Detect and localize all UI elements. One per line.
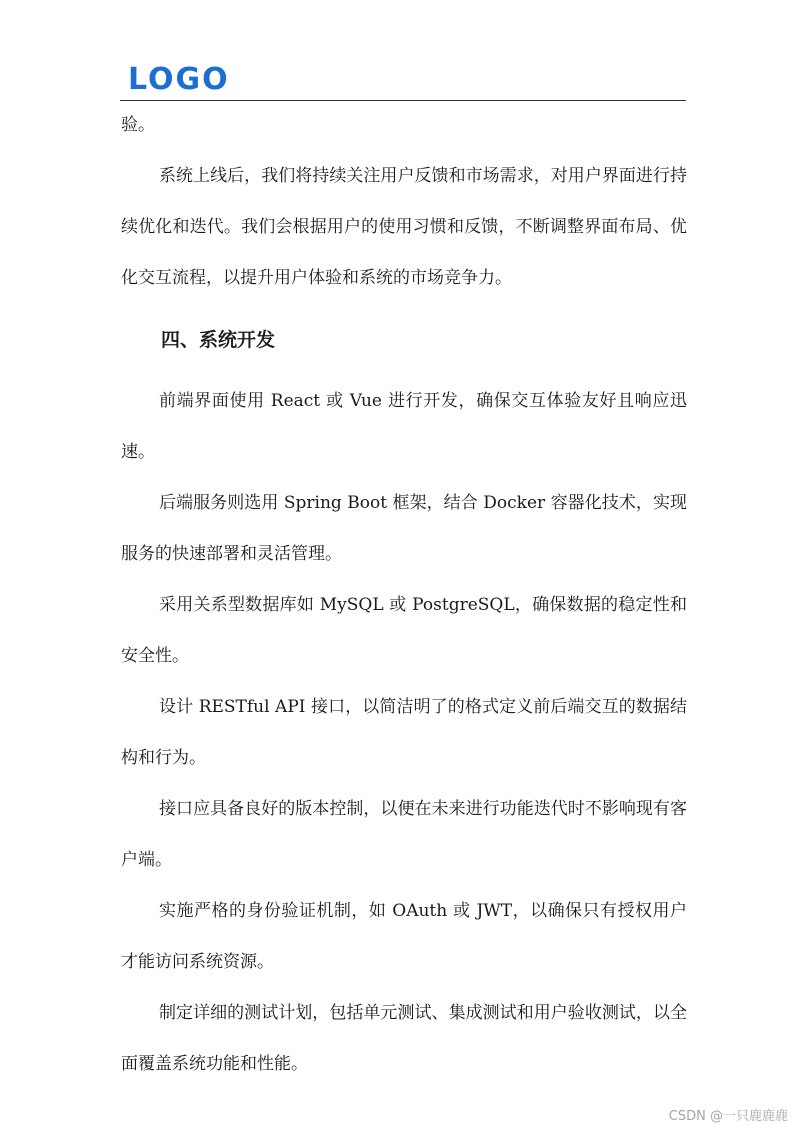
paragraph-frontend: 前端界面使用 React 或 Vue 进行开发，确保交互体验友好且响应迅速。 <box>121 391 687 462</box>
paragraph-continuation: 验。 <box>121 115 155 135</box>
watermark: CSDN @一只鹿鹿鹿 <box>668 1109 788 1124</box>
paragraph-backend: 后端服务则选用 Spring Boot 框架，结合 Docker 容器化技术，实现服务的快速部署和灵活管理。 <box>121 493 687 564</box>
section-heading: 四、系统开发 <box>161 329 276 351</box>
paragraph-testing: 制定详细的测试计划，包括单元测试、集成测试和用户验收测试，以全面覆盖系统功能和性能。 <box>121 1003 687 1074</box>
paragraph-api: 设计 RESTful API 接口，以简洁明了的格式定义前后端交互的数据结构和行为。 <box>121 697 687 768</box>
paragraph-versioning: 接口应具备良好的版本控制，以便在未来进行功能迭代时不影响现有客户端。 <box>121 799 687 870</box>
paragraph-iteration: 系统上线后，我们将持续关注用户反馈和市场需求，对用户界面进行持续优化和迭代。我们会根据用户的使用习惯和反馈，不断调整界面布局、优化交互流程，以提升用户体验和系统的市场竞争力。 <box>121 166 687 288</box>
logo: LOGO <box>128 62 230 97</box>
paragraph-database: 采用关系型数据库如 MySQL 或 PostgreSQL，确保数据的稳定性和安全性。 <box>121 595 687 666</box>
document-body <box>121 100 687 1090</box>
page-header <box>120 62 686 101</box>
paragraph-auth: 实施严格的身份验证机制，如 OAuth 或 JWT，以确保只有授权用户才能访问系统资源。 <box>121 901 687 972</box>
